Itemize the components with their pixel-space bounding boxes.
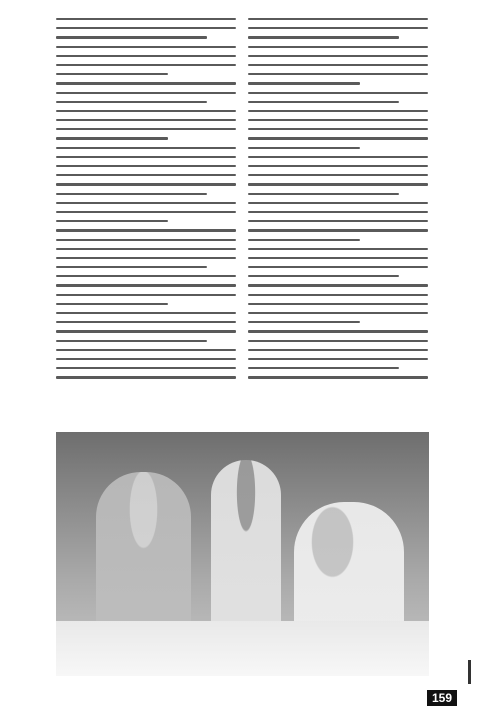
photo-person-center — [211, 460, 281, 640]
right-column-text-lines — [248, 18, 428, 379]
article-left-column — [56, 18, 236, 428]
photo-caption — [56, 680, 429, 690]
article-right-column — [248, 18, 428, 428]
photo-bed — [56, 621, 429, 676]
photo-person-left — [96, 472, 191, 642]
article-photo — [56, 432, 429, 676]
page-edge-mark — [468, 660, 471, 684]
page-number: 159 — [427, 690, 457, 706]
left-column-text-lines — [56, 18, 236, 379]
page-footer — [0, 690, 480, 707]
